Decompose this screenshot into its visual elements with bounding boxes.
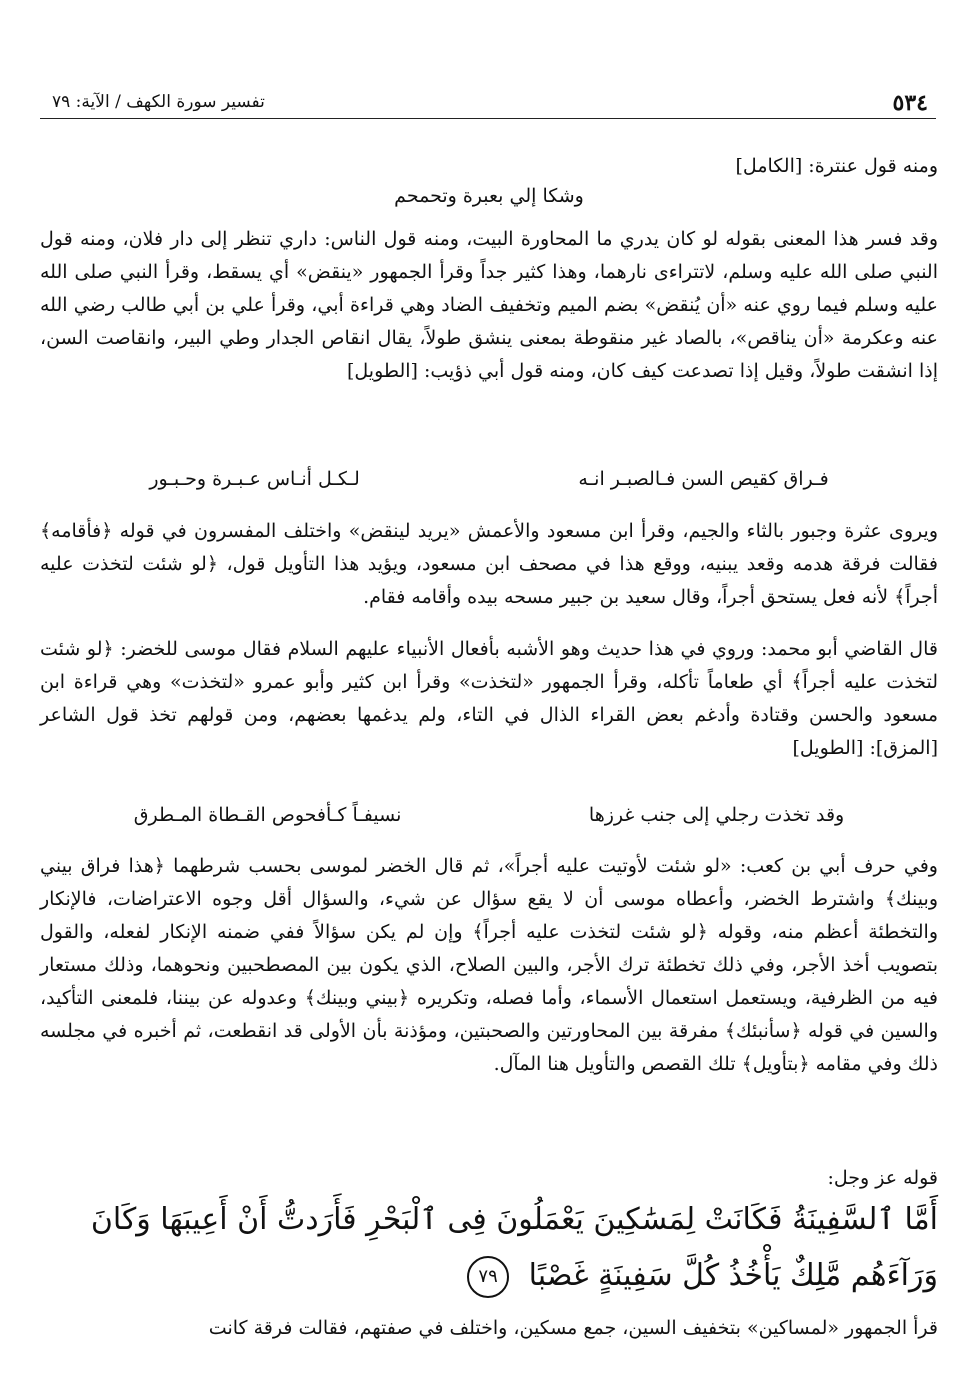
paragraph-1: وقد فسر هذا المعنى بقوله لو كان يدري ما المحاورة البيت، ومنه قول الناس: داري تنظر إلى دار فلان، ومنه قول النبي صلى الله عليه وسلم، لاتتراءى نارهما، وهذا كثير جداً وقرأ الجمهور «ينقض» أي يسقط، وقرأ النبي صلى الله عليه وسلم فيما روي عنه «أن يُنقض» بضم الميم وتخفيف الضاد وهي قراءة أبي، وقرأ علي بن أبي طالب رضي الله عنه وعكرمة «أن يناقص»، بالصاد غير منقوطة بمعنى ينشق طولاً، يقال انقاص الجدار وطي البير، وانقاصت السن، إذا انشقت طولاً، وقيل إذا تصدعت كيف كان، ومنه قول أبي ذؤيب: [الطويل]	[40, 228, 938, 382]
quran-verse	[40, 1192, 938, 1304]
running-title: تفسير سورة الكهف / الآية: ٧٩	[52, 92, 265, 112]
verse-muzaqq	[40, 804, 938, 826]
paragraph-5: قرأ الجمهور «لمساكين» بتخفيف السين، جمع مسكين، واختلف في صفتهم، فقالت فرقة كانت	[208, 1317, 938, 1339]
intro-antara: ومنه قول عنترة: [الكامل]	[735, 155, 938, 177]
quran-intro: قوله عز وجل:	[827, 1167, 938, 1189]
ayah-number-marker: ٧٩	[467, 1256, 509, 1298]
quran-text: أَمَّا ٱلسَّفِينَةُ فَكَانَتْ لِمَسَٰكِينَ يَعْمَلُونَ فِى ٱلْبَحْرِ فَأَرَدتُّ أَنْ أَعِيبَهَا وَكَانَ وَرَآءَهُم مَّلِكٌ يَأْخُذُ كُلَّ سَفِينَةٍ غَصْبًا	[90, 1202, 938, 1293]
paragraph-2: ويروى عثرة وجبور بالثاء والجيم، وقرأ ابن مسعود والأعمش «يريد لينقض» واختلف المفسرون في قوله ﴿فأقامه﴾ فقالت فرقة هدمه وقعد يبنيه، ووقع هذا في مصحف ابن مسعود، ويؤيد هذا التأويل قول، ﴿لو شئت لتخذت عليه أجراً﴾ لأنه فعل يستحق أجراً، وقال سعيد بن جبير مسحه بيده وأقامه فقام.	[40, 520, 938, 608]
verse-antara: وشكا إلي بعبرة وتحمحم	[394, 185, 584, 207]
paragraph-4: وفي حرف أبي بن كعب: «لو شئت لأوتيت عليه أجراً»، ثم قال الخضر لموسى بحسب شرطهما ﴿هذا فراق بيني وبينك﴾ واشترط الخضر، وأعطاه موسى أن لا يقع سؤال عن شيء، والسؤال أقل وجوه الاعتراضات، فالإنكار والتخطئة أعظم منه، وقوله ﴿لو شئت لتخذت عليه أجراً﴾ وإن لم يكن سؤالاً ففي ضمنه الإنكار لفعله، والقول بتصويب أخذ الأجر، وفي ذلك تخطئة ترك الأجر، والبين الصلاح، الذي يكون بين المصطحبين ونحوهما، وذلك مستعار فيه من الظرفية، ويستعمل استعمال الأسماء، وأما فصله، وتكريره ﴿بيني وبينك﴾ وعدوله عن بيننا، فلمعنى التأكيد، والسين في قوله ﴿سأنبئك﴾ مفرقة بين المحاورتين والصحبتين، ومؤذنة بأن الأولى قد انقطعت، ثم أخبره في مجلسه ذلك وفي مقامه ﴿بتأويل﴾ تلك القصص والتأويل هنا المآل.	[40, 855, 938, 1075]
verse-hemistich-2: لـكـل أنـاس عـبـرة وحـبـور	[149, 468, 360, 490]
verse-hemistich-1: وقد تخذت رجلي إلى جنب غرزها	[588, 804, 845, 826]
verse-abu-dhuayb	[40, 468, 938, 490]
verse-hemistich-2: نسيفـاً كـأفحوص القـطاة المـطرق	[133, 804, 402, 826]
verse-hemistich-1: فـراق كقيص السن فـالصبـر انـه	[578, 468, 829, 490]
page-number: ٥٣٤	[892, 90, 928, 116]
paragraph-3: قال القاضي أبو محمد: وروي في هذا حديث وهو الأشبه بأفعال الأنبياء عليهم السلام فقال موسى للخضر: ﴿لو شئت لتخذت عليه أجراً﴾ أي طعاماً تأكله، وقرأ الجمهور «لتخذت» وقرأ ابن كثير وأبو عمرو «لتخذت» وهي قراءة ابن مسعود والحسن وقتادة وأدغم بعض القراء الذال في التاء، ولم يدغمها بعضهم، ومن قولهم تخذ قول الشاعر [المزق]: [الطويل]	[40, 638, 938, 759]
page-header	[40, 88, 936, 119]
